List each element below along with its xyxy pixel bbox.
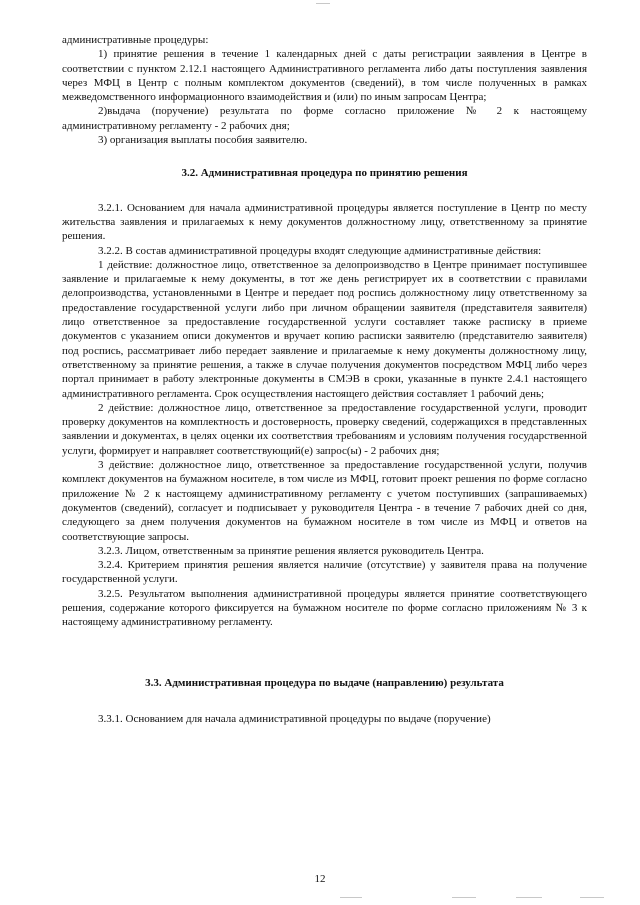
page-number: 12 [314,873,326,885]
paragraph: 3.2.2. В состав административной процедуры входят следующие административные действия: [98,244,542,257]
paragraph: 3.2.5. Результатом выполнения административной процедуры является принятие соответствующего решения, содержание которого фиксируется на бумажном носителе по форме согласно приложениям № 3 к настоящему административному регламенту. [62,587,587,629]
scan-artifact [316,3,330,4]
scan-artifact [516,897,542,898]
paragraph: 3 действие: должностное лицо, ответственное за предоставление государственной услуги, получив комплект документов на бумажном носителе, в том числе из МФЦ, готовит проект решения по форме согласно приложение № 2 к настоящему административному регламенту с учетом поступивших (запрашиваемых) документов (сведений), согласует и подписывает у руководителя Центра - в течение 7 рабочих дней со дня, следующего за днем получения документов на бумажном носителе в том числе из МФЦ и ответов на соответствующие запросы. [62,459,587,543]
paragraph: 1 действие: должностное лицо, ответственное за делопроизводство в Центре принимает поступившее заявление и прилагаемые к нему документы, в тот же день регистрирует их в соответствии с правилами делопроизводства, установленными в Центре и передает под роспись должностному лицу ответственному за предоставление государственной услуги либо при личном обращении заявителя (представителя заявителя) лицо ответственное за предоставление государственной услуги составляет также расписку в приеме документов с указанием описи документов и вручает копию расписки заявителю (представителю заявителя) под роспись, рассматривает либо передает заявление и прилагаемые к нему документы должностному лицу, ответственному за принятие решения, а также в случае получения документов посредством МФЦ либо через портал принимает в работу электронные документы в СМЭВ в сроки, указанные в пункте 2.4.1 настоящего административного регламента. Срок осуществления настоящего действия составляет 1 рабочий день; [62,258,587,400]
section-heading: 3.3. Административная процедура по выдаче (направлению) результата [145,676,504,689]
intro-line: административные процедуры: [62,34,209,46]
scan-artifact [580,897,604,898]
list-item: 1) принятие решения в течение 1 календарных дней с даты регистрации заявления в Центре в соответствии с пунктом 2.12.1 настоящего Административного регламента либо даты поступления заявления через МФЦ в Центр с полным комплектом документов (сведений), в том числе полученных в рамках межведомственного информационного взаимодействия и (или) по иным запросам Центра; [62,48,587,104]
paragraph: 3.3.1. Основанием для начала административной процедуры по выдаче (поручение) [98,712,491,725]
paragraph: 3.2.4. Критерием принятия решения является наличие (отсутствие) у заявителя права на получение государственной услуги. [62,559,587,586]
scan-artifact [452,897,476,898]
paragraph: 3.2.3. Лицом, ответственным за принятие решения является руководитель Центра. [98,544,484,557]
paragraph: 3.2.1. Основанием для начала административной процедуры является поступление в Центр по месту жительства заявления и прилагаемых к нему документов должностному лицу, ответственному за принятие решения. [62,201,587,243]
text-column [62,33,587,726]
list-item: 3) организация выплаты пособия заявителю. [98,134,308,147]
scan-artifact [340,897,362,898]
paragraph: 2 действие: должностное лицо, ответственное за предоставление государственной услуги, проводит проверку документов на комплектность и достоверность, проверку сведений, содержащихся в представленных заявлении и документах, в целях оценки их соответствия требованиям и условиям получения государственной услуги, формирует и направляет соответствующий(е) запрос(ы) - 2 рабочих дня; [62,401,587,457]
section-heading: 3.2. Административная процедура по принятию решения [181,167,468,180]
list-item: 2)выдача (поручение) результата по форме согласно приложение № 2 к настоящему административному регламенту - 2 рабочих дня; [62,105,587,132]
